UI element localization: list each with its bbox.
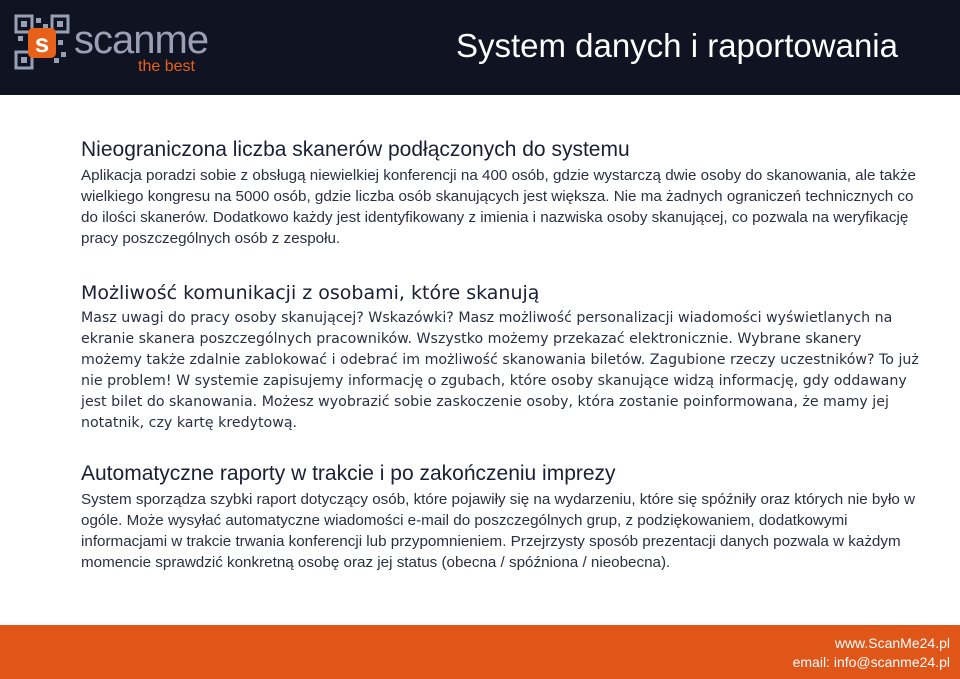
svg-text:s: s (34, 28, 50, 58)
scanme-logo[interactable] (14, 14, 214, 78)
footer-contact (793, 634, 950, 672)
section-heading: Możliwość komunikacji z osobami, które skanują (81, 282, 540, 304)
section-unlimited-scanners (81, 139, 921, 249)
website-link[interactable]: www.ScanMe24.pl (834, 635, 950, 651)
section-body: System sporządza szybki raport dotyczący osób, które pojawiły się na wydarzeniu, które się spóźniły oraz których nie było w ogóle. Może wysyłać automatyczne wiadomości e-mail do poszczególnych grup, z podziękowaniem, dodatkowymi informacjami w trakcie trwania konferencji lub przypomnieniem. Przejrzysty sposób prezentacji danych pozwala w każdym momencie sprawdzić konkretną osobę oraz jej status (obecna / spóźniona / nieobecna). (81, 491, 915, 571)
section-body: Aplikacja poradzi sobie z obsługą niewielkiej konferencji na 400 osób, gdzie wystarczą dwie osoby do skanowania, ale także wielkiego kongresu na 5000 osób, gdzie liczba osób skanujących jest większa. Nie ma żadnych ograniczeń technicznych co do ilości skanerów. Dodatkowo każdy jest identyfikowany z imienia i nazwiska osoby skanującej, co pozwala na weryfikację pracy poszczególnych osób z zespołu. (81, 167, 916, 247)
brand-tagline: the best (138, 58, 195, 75)
section-body: Masz uwagi do pracy osoby skanującej? Wskazówki? Masz możliwość personalizacji wiadomości wyświetlanych na ekranie skanera poszczególnych pracowników. Wszystko możemy przekazać elektronicznie. Wybrane skanery możemy także zdalnie zablokować i odebrać im możliwość skanowania biletów. Zagubione rzeczy uczestników? To już nie problem! W systemie zapisujemy informację o zgubach, które osoby skanujące widzą informację, gdy oddawany jest bilet do skanowania. Możesz wyobrazić sobie zaskoczenie osoby, która zostanie poinformowana, że mamy jej notatnik, czy kartę kredytową. (81, 310, 919, 431)
section-scanner-communication (81, 282, 921, 434)
page-title: System danych i raportowania (455, 27, 898, 64)
email-link[interactable]: email: info@scanme24.pl (792, 654, 950, 670)
brand-name: scanme (74, 18, 209, 62)
section-heading: Nieograniczona liczba skanerów podłączonych do systemu (81, 138, 630, 161)
section-heading: Automatyczne raporty w trakcie i po zakończeniu imprezy (81, 462, 616, 485)
section-automatic-reports (81, 463, 921, 573)
qr-logo-icon (14, 14, 70, 70)
